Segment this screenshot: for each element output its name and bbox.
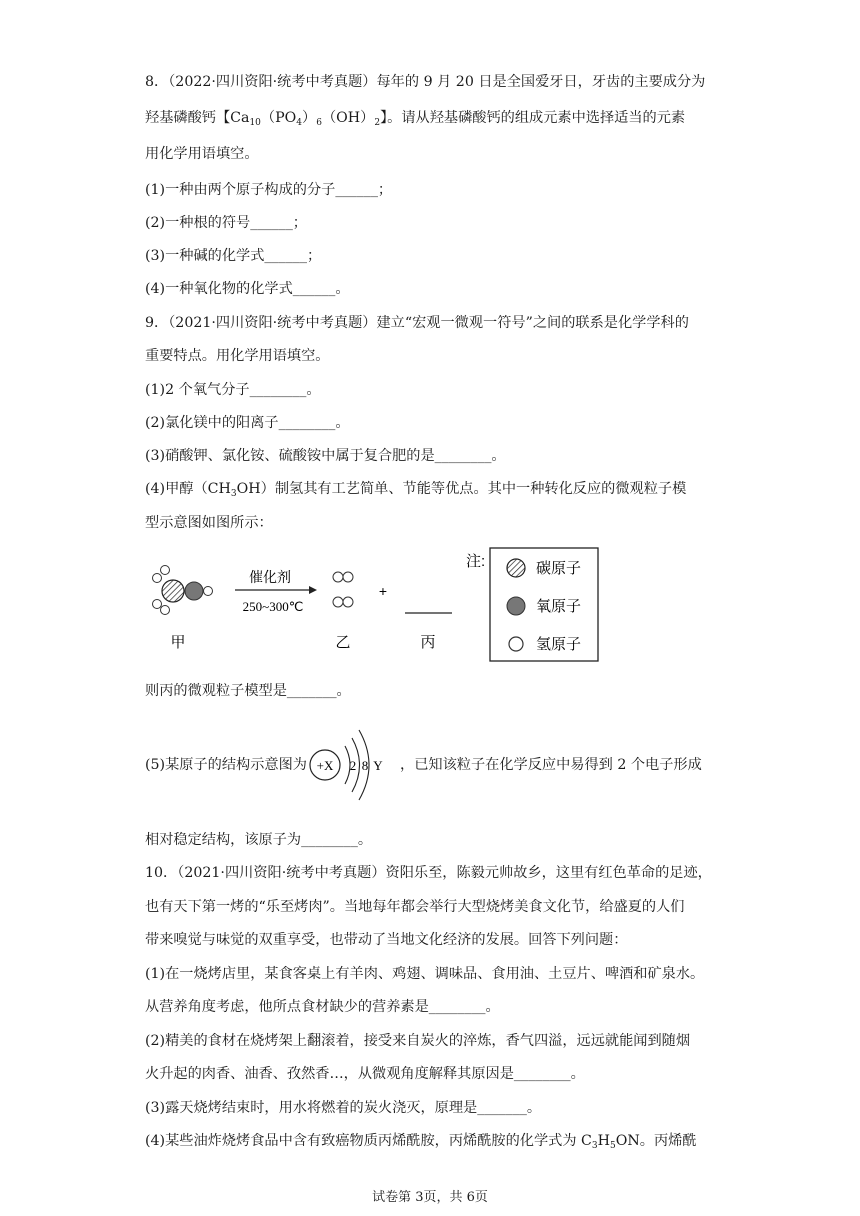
q10-line-1: 10．（2021·四川资阳·统考中考真题）资阳乐至，陈毅元帅故乡，这里有红色革命的足迹， [145,865,712,881]
subscript: 4 [296,118,303,128]
q8-line-3: 用化学用语填空。 [145,146,259,162]
q10-part-2-b: 火升起的肉香、油香、孜然香…，从微观角度解释其原因是________。 [145,1066,585,1082]
plus-sign: + [378,583,388,599]
q8-text: （PO [260,110,297,126]
q9-part-4-line-1 [145,479,686,504]
q9-text: OH）制氢其有工艺简单、节能等优点。其中一种转化反应的微观粒子模 [236,481,687,497]
q10-part-4 [145,1131,697,1156]
condition-label: 250~300℃ [242,599,304,614]
page-footer: 试卷第 3页，共 6页 [372,1190,488,1205]
oxygen-atom [185,582,203,600]
q10-part-1-b: 从营养角度考虑，他所点食材缺少的营养素是________。 [145,999,500,1015]
q10-part-2-a: (2)精美的食材在烧烤架上翻滚着，接受来自炭火的淬炼，香气四溢，远远就能闻到随烟 [145,1033,691,1049]
q9-line-1: 9．（2021·四川资阳·统考中考真题）建立“宏观一微观一符号”之间的联系是化学学科的 [145,315,689,331]
q8-line-1: 8．（2022·四川资阳·统考中考真题）每年的 9 月 20 日是全国爱牙日，牙齿的主要成分为 [145,74,706,90]
legend-hydrogen-icon [509,637,523,651]
q10-part-1-a: (1)在一烧烤店里，某食客桌上有羊肉、鸡翅、调味品、食用油、土豆片、啤酒和矿泉水。 [145,966,705,982]
q8-text: ） [302,110,317,126]
q9-part-4-line-2: 型示意图如图所示： [145,515,273,531]
q8-part-4: (4)一种氧化物的化学式______。 [145,281,350,297]
label-bing: 丙 [420,634,436,651]
label-jia: 甲 [170,634,186,651]
q9-part-2: (2)氯化镁中的阳离子________。 [145,415,350,431]
q10-part-3: (3)露天烧烤结束时，用水将燃着的炭火浇灭，原理是_______。 [145,1100,542,1116]
nucleus-charge: +X [316,758,334,773]
arrow-head-icon [309,586,317,594]
q9-after-figure: 则丙的微观粒子模型是_______。 [145,683,351,699]
shell-2-count: 8 [361,758,369,773]
legend-carbon-icon [507,559,525,577]
subscript: 6 [316,118,322,128]
q10-line-2: 也有天下第一烤的“乐至烤肉”。当地每年都会举行大型烧烤美食文化节，给盛夏的人们 [145,899,685,915]
q8-text: 】。请从羟基磷酸钙的组成元素中选择适当的元素 [380,110,686,126]
subscript: 5 [610,1141,616,1151]
subscript: 3 [591,1141,598,1151]
q8-part-2: (2)一种根的符号______； [145,215,307,231]
q10-text: H [597,1133,611,1149]
atom-structure-svg [305,722,405,802]
hydrogen-molecules [333,572,353,607]
methanol-molecule [153,566,213,615]
subscript: 10 [249,118,261,128]
legend-oxygen-icon [507,597,525,615]
q8-part-3: (3)一种碱的化学式______； [145,248,322,264]
q10-line-3: 带来嗅觉与味觉的双重享受，也带动了当地文化经济的发展。回答下列问题： [145,932,628,948]
q8-line-2 [145,108,685,133]
shell-3-count: Y [373,758,383,773]
catalyst-label: 催化剂 [249,569,291,585]
q9-text: (4)甲醇（CH [145,481,231,497]
q9-part-5-b: ，已知该粒子在化学反应中易得到 2 个电子形成 [400,757,702,773]
atom-structure-diagram [305,722,405,806]
legend-hydrogen: 氢原子 [536,636,582,653]
subscript: 3 [230,489,237,499]
q8-text: 羟基磷酸钙【Ca [145,110,250,126]
legend-oxygen: 氧原子 [536,598,582,615]
q8-text: （OH） [321,110,375,126]
legend-carbon: 碳原子 [536,560,582,577]
q9-part-5-a: (5)某原子的结构示意图为 [145,757,307,773]
q9-part-5-c: 相对稳定结构，该原子为________。 [145,832,373,848]
shell-1-count: 2 [349,758,357,773]
q10-text: ON。丙烯酰 [615,1133,697,1149]
note-label: 注: [466,553,486,570]
subscript: 2 [374,118,381,128]
q9-line-2: 重要特点。用化学用语填空。 [145,348,330,364]
reaction-diagram-svg [145,540,605,670]
q8-part-1: (1)一种由两个原子构成的分子______； [145,182,393,198]
q9-part-3: (3)硝酸钾、氯化铵、硫酸铵中属于复合肥的是________。 [145,448,506,464]
carbon-atom [162,580,184,602]
label-yi: 乙 [335,634,351,651]
reaction-diagram [145,540,605,670]
q9-part-1: (1)2 个氧气分子________。 [145,382,321,398]
q10-text: (4)某些油炸烧烤食品中含有致癌物质丙烯酰胺，丙烯酰胺的化学式为 C [145,1133,592,1149]
